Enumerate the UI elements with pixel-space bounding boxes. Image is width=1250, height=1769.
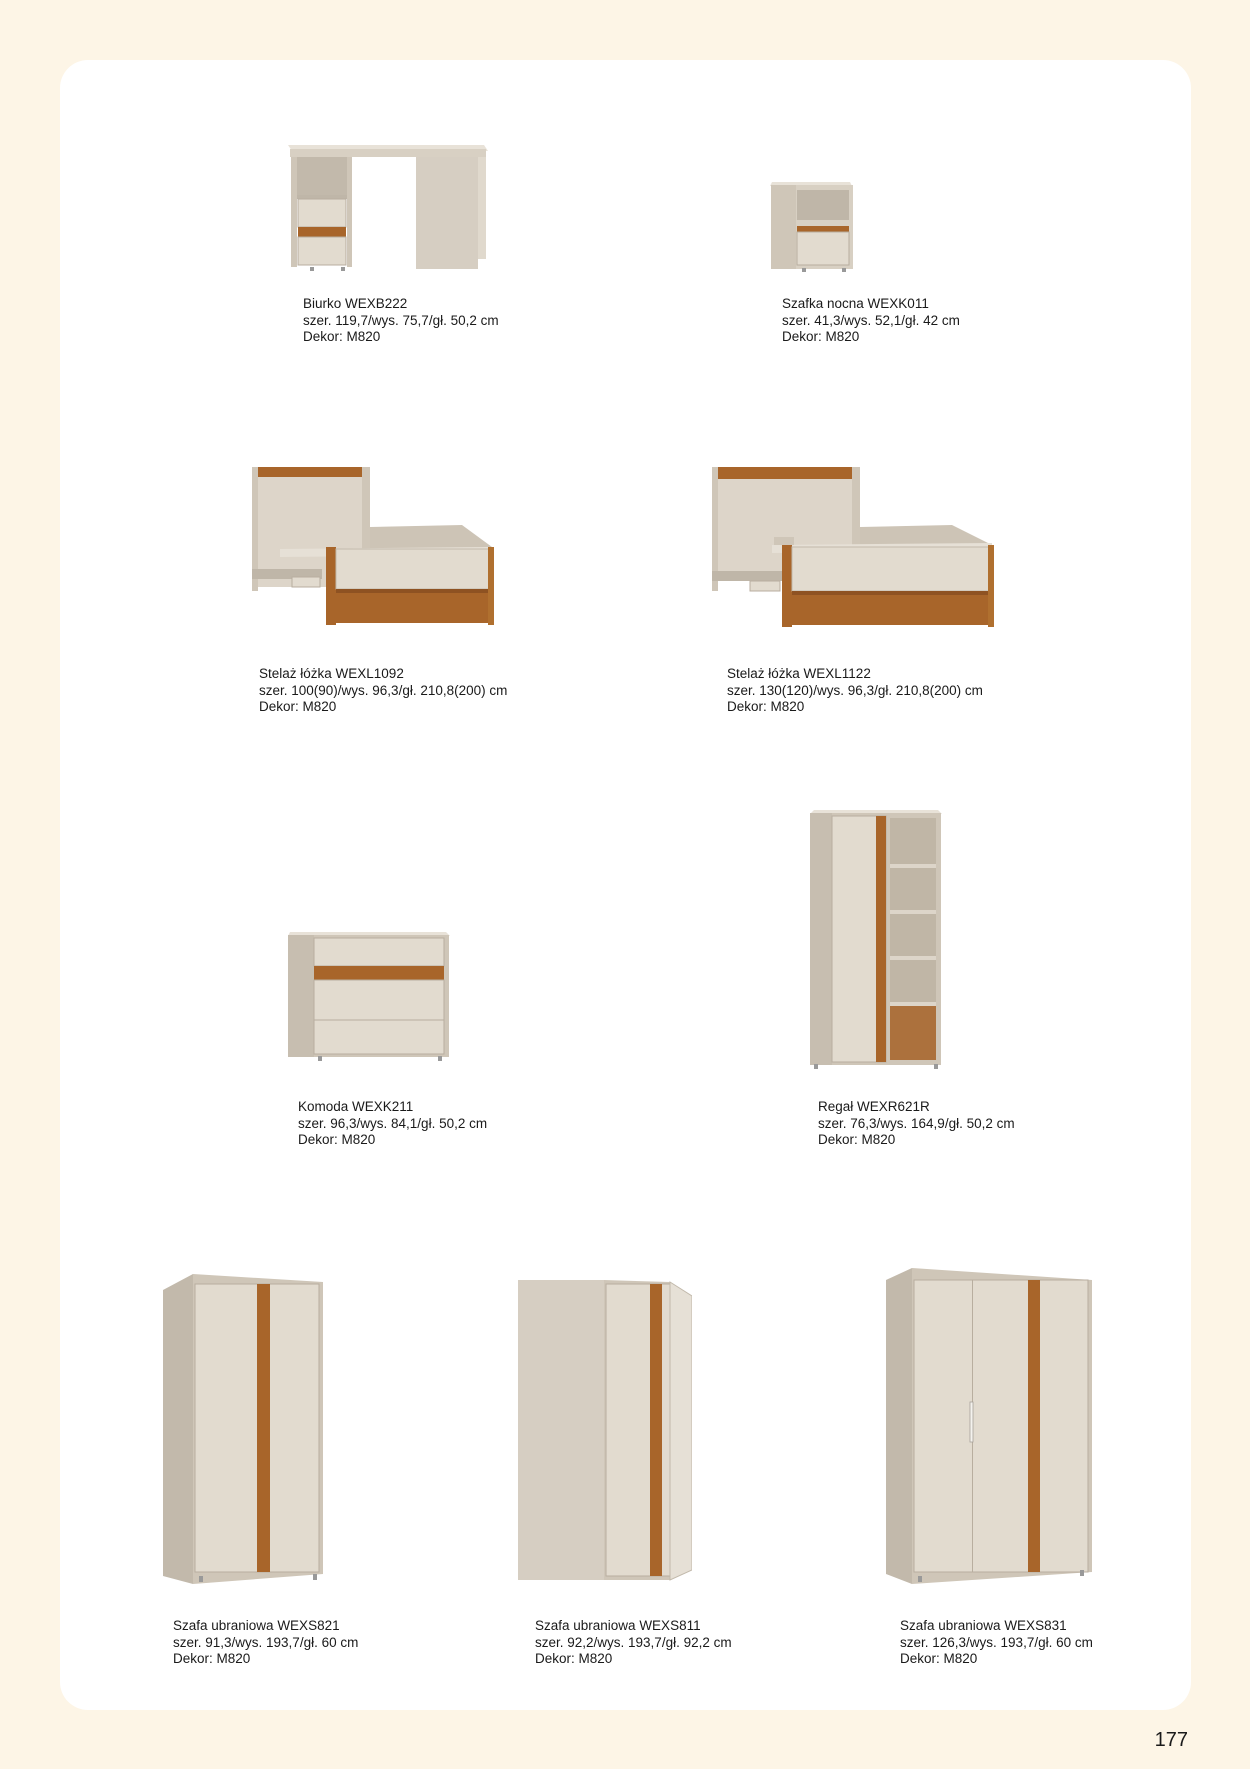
product-name: Komoda WEXK211	[298, 1099, 414, 1114]
bookcase-icon	[810, 808, 942, 1070]
corner-wardrobe-caption	[535, 1618, 732, 1668]
product-name: Stelaż łóżka WEXL1092	[259, 666, 404, 681]
product-dimensions: szer. 76,3/wys. 164,9/gł. 50,2 cm	[818, 1115, 1015, 1131]
product-dimensions: szer. 100(90)/wys. 96,3/gł. 210,8(200) cm	[259, 682, 508, 698]
product-decor: Dekor: M820	[782, 329, 860, 344]
dresser-icon	[288, 930, 450, 1062]
bookcase-caption	[818, 1099, 1015, 1149]
product-decor: Dekor: M820	[173, 1651, 251, 1666]
nightstand-caption	[782, 296, 960, 346]
wide-bed-image	[712, 465, 994, 629]
product-dimensions: szer. 41,3/wys. 52,1/gł. 42 cm	[782, 312, 960, 328]
product-name: Szafka nocna WEXK011	[782, 296, 929, 311]
product-decor: Dekor: M820	[303, 329, 381, 344]
dresser-caption	[298, 1099, 487, 1149]
desk-image	[288, 143, 488, 271]
product-name: Szafa ubraniowa WEXS811	[535, 1618, 701, 1633]
product-decor: Dekor: M820	[900, 1651, 978, 1666]
nightstand-icon	[770, 180, 854, 272]
wardrobe-three-door-caption	[900, 1618, 1093, 1668]
bed-icon	[712, 465, 994, 629]
product-dimensions: szer. 91,3/wys. 193,7/gł. 60 cm	[173, 1634, 359, 1650]
product-decor: Dekor: M820	[727, 699, 805, 714]
wardrobe-two-door-caption	[173, 1618, 358, 1668]
wardrobe-three-door-image	[886, 1266, 1092, 1588]
product-dimensions: szer. 119,7/wys. 75,7/gł. 50,2 cm	[303, 312, 499, 328]
product-dimensions: szer. 96,3/wys. 84,1/gł. 50,2 cm	[298, 1115, 488, 1131]
desk-icon	[288, 143, 488, 271]
dresser-image	[288, 930, 450, 1062]
wardrobe-icon	[163, 1272, 323, 1588]
nightstand-image	[770, 180, 854, 272]
product-decor: Dekor: M820	[535, 1651, 613, 1666]
bookcase-image	[810, 808, 942, 1070]
product-dimensions: szer. 92,2/wys. 193,7/gł. 92,2 cm	[535, 1634, 732, 1650]
page-number: 177	[1154, 1729, 1188, 1751]
product-name: Szafa ubraniowa WEXS831	[900, 1618, 1067, 1633]
wide-bed-caption	[727, 666, 983, 716]
product-dimensions: szer. 126,3/wys. 193,7/gł. 60 cm	[900, 1634, 1093, 1650]
single-bed-image	[252, 465, 494, 627]
product-name: Regał WEXR621R	[818, 1099, 930, 1114]
single-bed-caption	[259, 666, 507, 716]
product-name: Szafa ubraniowa WEXS821	[173, 1618, 340, 1633]
wardrobe-two-door-image	[163, 1272, 323, 1588]
product-decor: Dekor: M820	[259, 699, 337, 714]
wardrobe-icon	[886, 1266, 1092, 1588]
corner-wardrobe-icon	[516, 1278, 692, 1584]
product-decor: Dekor: M820	[818, 1132, 896, 1147]
product-dimensions: szer. 130(120)/wys. 96,3/gł. 210,8(200) cm	[727, 682, 983, 698]
desk-caption	[303, 296, 499, 346]
product-decor: Dekor: M820	[298, 1132, 376, 1147]
product-name: Stelaż łóżka WEXL1122	[727, 666, 871, 681]
bed-icon	[252, 465, 494, 627]
corner-wardrobe-image	[516, 1278, 692, 1584]
product-name: Biurko WEXB222	[303, 296, 408, 311]
